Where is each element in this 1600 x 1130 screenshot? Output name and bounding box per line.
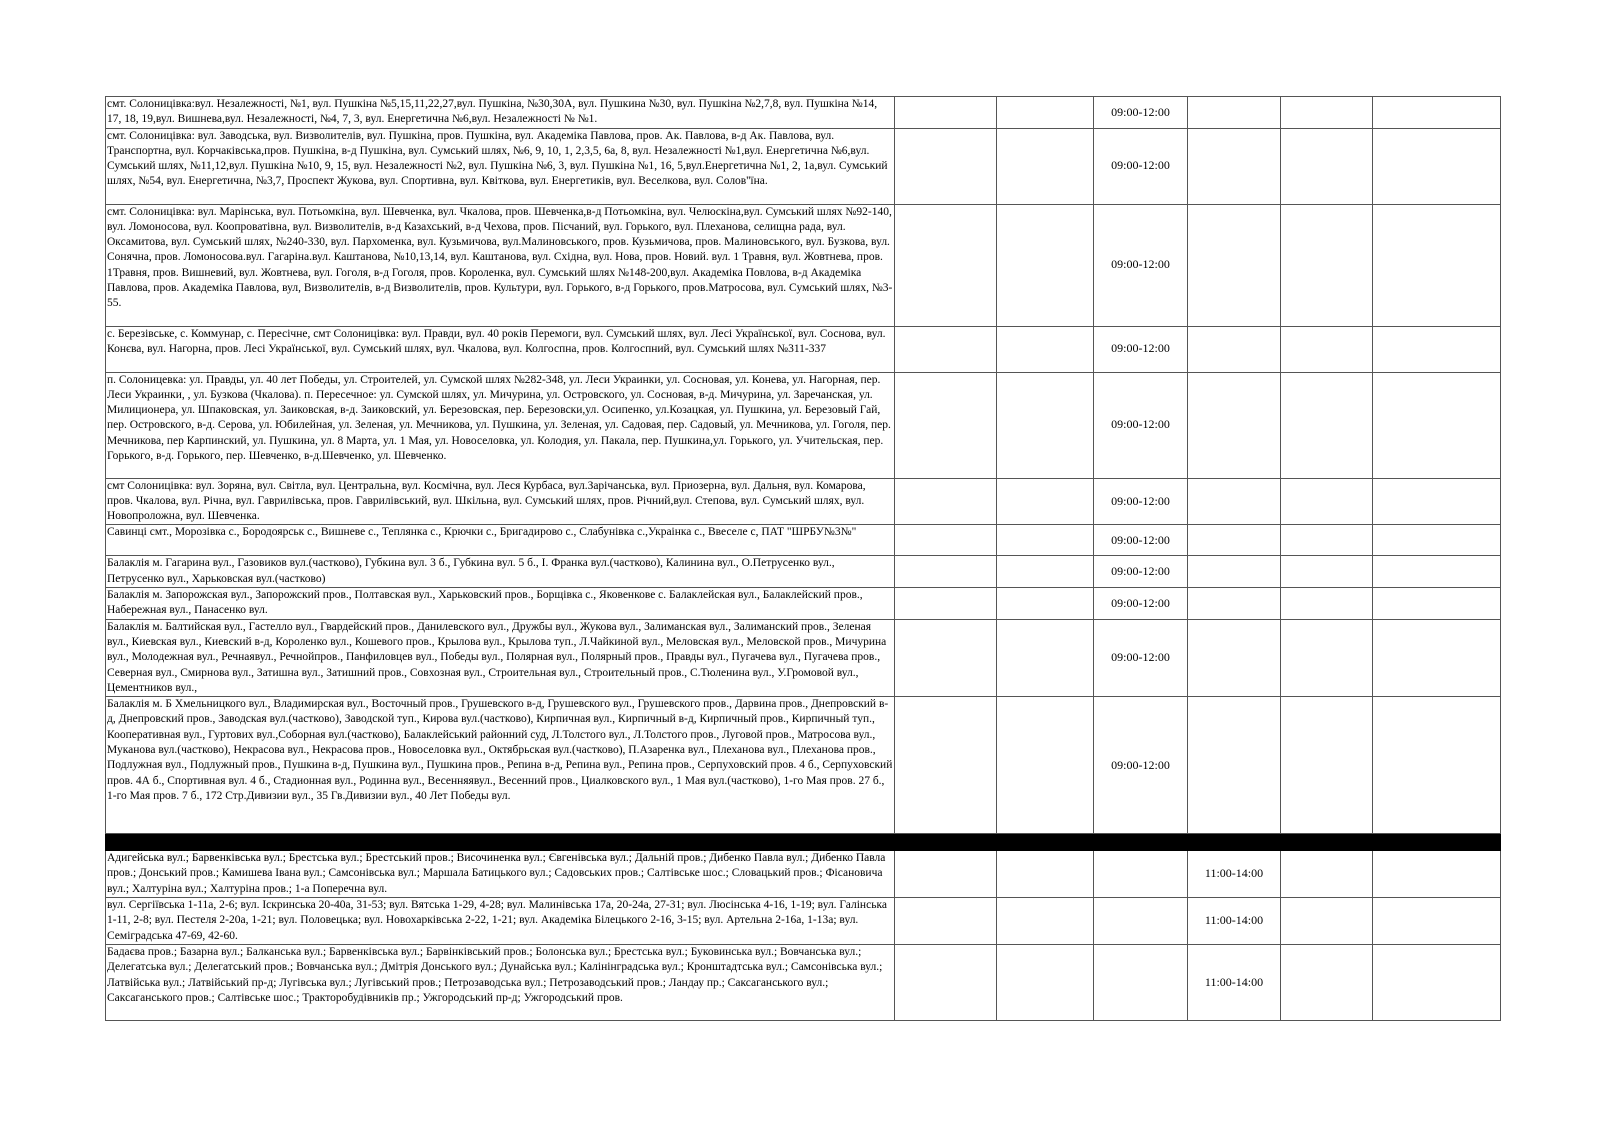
address-cell: Адигейська вул.; Барвенківська вул.; Брестська вул.; Брестський пров.; Височиненка вул.; Євгенівська вул.; Дальній пров.; Дибенко Павла вул.; Дибенко Павла пров.; Донський пров.; Камишева Івана вул.; Самсонівська вул.; Маршала Батицького вул.; Садовських пров.; Салтівське шос.; Словацький пров.; Фісановича вул.; Халтуріна вул.; Халтуріна пров.; 1-а Поперечна вул.	[106, 851, 895, 898]
empty-cell	[1281, 478, 1373, 525]
empty-cell	[895, 326, 997, 372]
time-cell	[1188, 326, 1281, 372]
empty-cell	[895, 851, 997, 898]
time-cell	[1188, 556, 1281, 588]
empty-cell	[997, 128, 1094, 204]
empty-cell	[1373, 525, 1501, 556]
table-row	[106, 588, 1501, 620]
outage-schedule-table	[105, 96, 1501, 1021]
empty-cell	[1281, 326, 1373, 372]
time-cell	[1188, 525, 1281, 556]
time-cell	[1094, 898, 1188, 945]
time-cell	[1188, 588, 1281, 620]
empty-cell	[1373, 204, 1501, 326]
empty-cell	[997, 851, 1094, 898]
empty-cell	[1281, 619, 1373, 696]
empty-cell	[1281, 588, 1373, 620]
empty-cell	[1373, 898, 1501, 945]
address-cell: Балаклія м. Б Хмельницкого вул., Владимирская вул., Восточный пров., Грушевского в-д, Грушевского вул., Грушевского пров., Дарвина пров., Днепровский в-д, Днепровский пров., Заводская вул.(частково), Заводской туп., Кирова вул.(частково), Кирпичная вул., Кирпичный в-д, Кирпичный пров., Кирпичный туп., Кооперативная вул., Гуртових вул.,Соборная вул.(частково), Балаклейський районний суд, Л.Толстого вул., Л.Толстого пров., Луговой пров., Матросова вул., Муканова вул.(частково), Некрасова вул., Некрасова пров., Новоселовка вул., Октябрьская вул.(частково), П.Азаренка вул., Плеханова вул., Плеханова пров., Подлужная вул., Подлужный пров., Пушкина в-д, Пушкина вул., Пушкина пров., Репина в-д, Репина вул., Репина пров., Серпуховский пров. 4 б., Серпуховский пров. 4А б., Спортивная вул. 4 б., Стадионная вул., Родинна вул., Весенняявул., Весенний пров., Циалковского вул., 1 Мая вул.(частково), 1-го Мая пров. 27 б., 1-го Мая пров. 7 б., 172 Стр.Дивизии вул., 35 Гв.Дивизии вул., 40 Лет Победы вул.	[106, 697, 895, 834]
time-cell: 09:00-12:00	[1094, 204, 1188, 326]
black-separator-row	[106, 834, 1501, 851]
empty-cell	[997, 556, 1094, 588]
time-cell	[1188, 478, 1281, 525]
empty-cell	[895, 556, 997, 588]
empty-cell	[1281, 525, 1373, 556]
empty-cell	[1281, 128, 1373, 204]
address-cell: Бадаєва пров.; Базарна вул.; Балканська вул.; Барвенківська вул.; Барвінківський пров.; Болонська вул.; Брестська вул.; Буковинська вул.; Вовчанська вул.; Делегатська вул.; Делегатський пров.; Вовчанська вул.; Дмітрія Донського вул.; Дунайська вул.; Калінінградська вул.; Кронштадтська вул.; Самсонівська вул.; Латвійська вул.; Латвійський пр-д; Лугівська вул.; Лугівський пров.; Петрозаводська вул.; Петрозаводський пров.; Ландау пр.; Саксаганського вул.; Саксаганського пров.; Салтівське шос.; Тракторобудівників пр.; Ужгородський пр-д; Ужгородський пров.	[106, 944, 895, 1020]
table-row	[106, 97, 1501, 129]
time-cell	[1188, 97, 1281, 129]
address-cell: смт Солоницівка: вул. Зоряна, вул. Світла, вул. Центральна, вул. Космічна, вул. Леся Курбаса, вул.Зарічанська, вул. Приозерна, вул. Дальня, вул. Комарова, пров. Чкалова, вул. Річна, вул. Гаврилівська, пров. Гаврилівський, вул. Шкільна, вул. Сумський шлях, пров. Річний,вул. Степова, вул. Сумський шлях, вул. Новопроложна, вул. Шевченка.	[106, 478, 895, 525]
empty-cell	[1281, 697, 1373, 834]
empty-cell	[997, 944, 1094, 1020]
time-cell: 09:00-12:00	[1094, 478, 1188, 525]
time-cell: 09:00-12:00	[1094, 588, 1188, 620]
empty-cell	[1373, 556, 1501, 588]
empty-cell	[1281, 372, 1373, 478]
empty-cell	[895, 697, 997, 834]
empty-cell	[895, 204, 997, 326]
empty-cell	[997, 478, 1094, 525]
time-cell: 09:00-12:00	[1094, 372, 1188, 478]
empty-cell	[997, 326, 1094, 372]
time-cell: 09:00-12:00	[1094, 619, 1188, 696]
table-row	[106, 697, 1501, 834]
time-cell	[1188, 204, 1281, 326]
time-cell: 09:00-12:00	[1094, 525, 1188, 556]
table-row	[106, 556, 1501, 588]
empty-cell	[997, 697, 1094, 834]
time-cell: 09:00-12:00	[1094, 697, 1188, 834]
empty-cell	[895, 525, 997, 556]
empty-cell	[895, 97, 997, 129]
empty-cell	[997, 525, 1094, 556]
empty-cell	[1373, 372, 1501, 478]
empty-cell	[1373, 478, 1501, 525]
empty-cell	[1373, 128, 1501, 204]
empty-cell	[997, 97, 1094, 129]
time-cell	[1188, 619, 1281, 696]
empty-cell	[997, 372, 1094, 478]
separator-cell	[106, 834, 1501, 851]
table-row	[106, 128, 1501, 204]
table-row	[106, 619, 1501, 696]
time-cell	[1188, 128, 1281, 204]
time-cell	[1188, 372, 1281, 478]
time-cell: 11:00-14:00	[1188, 851, 1281, 898]
time-cell: 09:00-12:00	[1094, 556, 1188, 588]
time-cell	[1094, 944, 1188, 1020]
empty-cell	[997, 204, 1094, 326]
empty-cell	[1281, 944, 1373, 1020]
table-row	[106, 204, 1501, 326]
table-row	[106, 944, 1501, 1020]
time-cell	[1188, 697, 1281, 834]
empty-cell	[1373, 697, 1501, 834]
address-cell: п. Солоницевка: ул. Правды, ул. 40 лет Победы, ул. Строителей, ул. Сумской шлях №282-348, ул. Леси Украинки, ул. Сосновая, ул. Конева, ул. Нагорная, пер. Леси Украинки, , ул. Бузкова (Чкалова). п. Пересечное: ул. Сумской шлях, ул. Мичурина, ул. Островского, ул. Сосновая, в-д. Мичурина, ул. Заречанская, ул. Милиционера, ул. Шпаковская, ул. Заиковская, в-д. Заиковский, ул. Березовская, пер. Березовски,ул. Осипенко, ул.Козацкая, ул. Пушкина, ул. Березовый Гай, пер. Островского, в-д. Серова, ул. Юбилейная, ул. Зеленая, ул. Мечникова, ул. Пушкина, ул. Зеленая, ул. Садовая, пер. Садовый, ул. Мечникова, ул. Гоголя, пер. Мечникова, пер Карпинский, ул. Пушкина, ул. 8 Марта, ул. 1 Мая, ул. Новоселовка, ул. Колодия, ул. Пакала, пер. Пушкина,ул. Горького, ул. Учительская, пер. Горького, в-д. Горького, пер. Шевченко, в-д.Шевченко, ул. Шевченко.	[106, 372, 895, 478]
empty-cell	[997, 588, 1094, 620]
empty-cell	[1281, 97, 1373, 129]
empty-cell	[1373, 588, 1501, 620]
table-row	[106, 326, 1501, 372]
empty-cell	[895, 944, 997, 1020]
empty-cell	[1373, 851, 1501, 898]
time-cell: 09:00-12:00	[1094, 97, 1188, 129]
empty-cell	[1281, 204, 1373, 326]
table-body	[106, 97, 1501, 1021]
table-row	[106, 851, 1501, 898]
empty-cell	[1281, 898, 1373, 945]
address-cell: Балаклія м. Запорожская вул., Запорожский пров., Полтавская вул., Харьковский пров., Борщівка с., Яковенкове с. Балаклейская вул., Балаклейский пров., Набережная вул., Панасенко вул.	[106, 588, 895, 620]
address-cell: вул. Сергіївська 1-11а, 2-6; вул. Іскринська 20-40а, 31-53; вул. Вятська 1-29, 4-28; вул. Малинівська 17а, 20-24а, 27-31; вул. Люсінська 4-16, 1-19; вул. Галінська 1-11, 2-8; вул. Пестеля 2-20а, 1-21; вул. Половецька; вул. Новохарківська 2-22, 1-21; вул. Академіка Білецького 2-16, 3-15; вул. Артельна 2-16а, 1-13а; вул. Семіградська 47-69, 42-60.	[106, 898, 895, 945]
empty-cell	[997, 898, 1094, 945]
empty-cell	[1373, 944, 1501, 1020]
address-cell: смт. Солоницівка: вул. Заводська, вул. Визволителів, вул. Пушкіна, пров. Пушкіна, вул. Академіка Павлова, пров. Ак. Павлова, в-д Ак. Павлова, вул. Транспортна, вул. Корчаківська,пров. Пушкіна, в-д Пушкіна, вул. Сумський шлях, №6, 9, 10, 1, 2,3,5, 6а, 8, вул. Незалежності №1,вул. Енергетична №6,вул. Сумський шлях, №11,12,вул. Пушкіна №10, 9, 15, вул. Незалежності №2, вул. Пушкіна №6, 3, вул. Пушкіна №1, 16, 5,вул.Енергетична №1, 2, 1а,вул. Сумський шлях, №54, вул. Енергетична, №3,7, Проспект Жукова, вул. Спортивна, вул. Квіткова, вул. Енергетиків, вул. Веселкова, вул. Солов''їна.	[106, 128, 895, 204]
empty-cell	[895, 619, 997, 696]
table-row	[106, 525, 1501, 556]
address-cell: смт. Солоницівка:вул. Незалежності, №1, вул. Пушкіна №5,15,11,22,27,вул. Пушкіна, №30,30А, вул. Пушкина №30, вул. Пушкіна №2,7,8, вул. Пушкіна №14, 17, 18, 19,вул. Вишнева,вул. Незалежності, №4, 7, 3, вул. Енергетична №6,вул. Незалежності № №1.	[106, 97, 895, 129]
empty-cell	[1373, 326, 1501, 372]
time-cell: 11:00-14:00	[1188, 898, 1281, 945]
table-row	[106, 898, 1501, 945]
time-cell: 11:00-14:00	[1188, 944, 1281, 1020]
address-cell: смт. Солоницівка: вул. Марінська, вул. Потьомкіна, вул. Шевченка, вул. Чкалова, пров. Шевченка,в-д Потьомкіна, вул. Челюскіна,вул. Сумський шлях №92-140, вул. Ломоносова, вул. Коопроватівна, вул. Визволителів, в-д Казахський, в-д Чехова, пров. Пісчаний, вул. Горького, вул. Плеханова, селищна рада, вул. Оксамитова, вул. Сумський шлях, №240-330, вул. Пархоменка, вул. Кузьмичова, вул.Малиновського, пров. Кузьмичова, пров. Малиновського, вул. Бузкова, вул. Сонячна, пров. Ломоносова.вул. Гагаріна.вул. Каштанова, №10,13,14, вул. Каштанова, вул. Східна, вул. Нова, пров. Новий. вул. 1 Травня, вул. Жовтнева, пров. 1Травня, пров. Вишневий, вул. Жовтнева, вул. Гоголя, в-д Гоголя, пров. Короленка, вул. Сумський шлях №148-200,вул. Академіка Повлова, в-д Академіка Павлова, пров. Академіка Павлова, вул, Визволителів, в-д Визволителів, пров. Культури, вул. Горького, в-д Горького, пров.Матросова, вул. Сумський шлях, №3-55.	[106, 204, 895, 326]
table-row	[106, 372, 1501, 478]
address-cell: Балаклія м. Гагарина вул., Газовиков вул.(частково), Губкина вул. 3 б., Губкина вул. 5 б., І. Франка вул.(частково), Калинина вул., О.Петрусенко вул., Петрусенко вул., Харьковская вул.(частково)	[106, 556, 895, 588]
time-cell: 09:00-12:00	[1094, 326, 1188, 372]
time-cell: 09:00-12:00	[1094, 128, 1188, 204]
schedule-page	[105, 96, 1500, 1021]
empty-cell	[1281, 851, 1373, 898]
address-cell: Савинці смт., Морозівка с., Бородоярськ с., Вишневе с., Теплянка с., Крючки с., Бригадирово с., Слабунівка с.,Украінка с., Ввеселе с, ПАТ "ШРБУ№3№"	[106, 525, 895, 556]
empty-cell	[1373, 97, 1501, 129]
empty-cell	[997, 619, 1094, 696]
empty-cell	[1281, 556, 1373, 588]
empty-cell	[1373, 619, 1501, 696]
empty-cell	[895, 372, 997, 478]
address-cell: с. Березівське, с. Коммунар, с. Пересічне, смт Солоницівка: вул. Правди, вул. 40 років Перемоги, вул. Сумський шлях, вул. Лесі Української, вул. Соснова, вул. Конєва, вул. Нагорна, пров. Лесі Української, вул. Сумський шлях, вул. Чкалова, вул. Колгоспна, пров. Колгоспний, вул. Сумський шлях №311-337	[106, 326, 895, 372]
time-cell	[1094, 851, 1188, 898]
empty-cell	[895, 128, 997, 204]
address-cell: Балаклія м. Балтийская вул., Гастелло вул., Гвардейский пров., Данилевского вул., Дружбы вул., Жукова вул., Залиманская вул., Залиманский пров., Зеленая вул., Киевская вул., Киевский в-д, Короленко вул., Кошевого пров., Крылова вул., Крылова туп., Л.Чайкиной вул., Меловская вул., Меловской пров., Мичурина вул., Молодежная вул., Речнаявул., Речнойпров., Панфиловцев вул., Победы вул., Полярная вул., Полярный пров., Правды вул., Пугачева вул., Пугачева пров., Северная вул., Смирнова вул., Затишна вул., Затишний пров., Совхозная вул., Строительная вул., Строительный пров., С.Тюленина вул., У.Громовой вул., Цементников вул.,	[106, 619, 895, 696]
empty-cell	[895, 478, 997, 525]
empty-cell	[895, 588, 997, 620]
table-row	[106, 478, 1501, 525]
empty-cell	[895, 898, 997, 945]
